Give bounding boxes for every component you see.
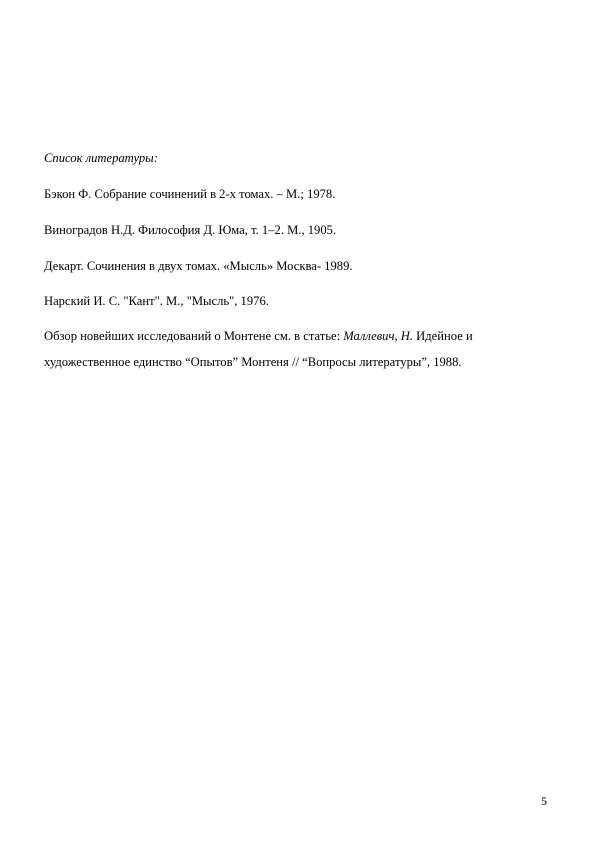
page-number: 5 <box>541 794 547 808</box>
reference-item-2: Виноградов Н.Д. Философия Д. Юма, т. 1–2. М., 1905. <box>44 223 337 237</box>
bibliography-heading: Список литературы: <box>44 151 158 165</box>
reference-item-3: Декарт. Сочинения в двух томах. «Мысль» Москва- 1989. <box>44 259 353 273</box>
reference-item-5-line-1 <box>44 328 473 344</box>
reference-item-5-text-end: Идейное и <box>413 329 473 343</box>
reference-item-5-text-start: Обзор новейших исследований о Монтене см. в статье: <box>44 329 344 343</box>
reference-item-5-author: Маллевич, Н. <box>343 329 414 343</box>
reference-item-1: Бэкон Ф. Собрание сочинений в 2-х томах. – М.; 1978. <box>44 187 336 201</box>
reference-item-4: Нарский И. С. "Кант". М., "Мысль", 1976. <box>44 294 269 308</box>
reference-item-5-line-2: художественное единство “Опытов” Монтеня // “Вопросы литературы”, 1988. <box>44 355 462 369</box>
